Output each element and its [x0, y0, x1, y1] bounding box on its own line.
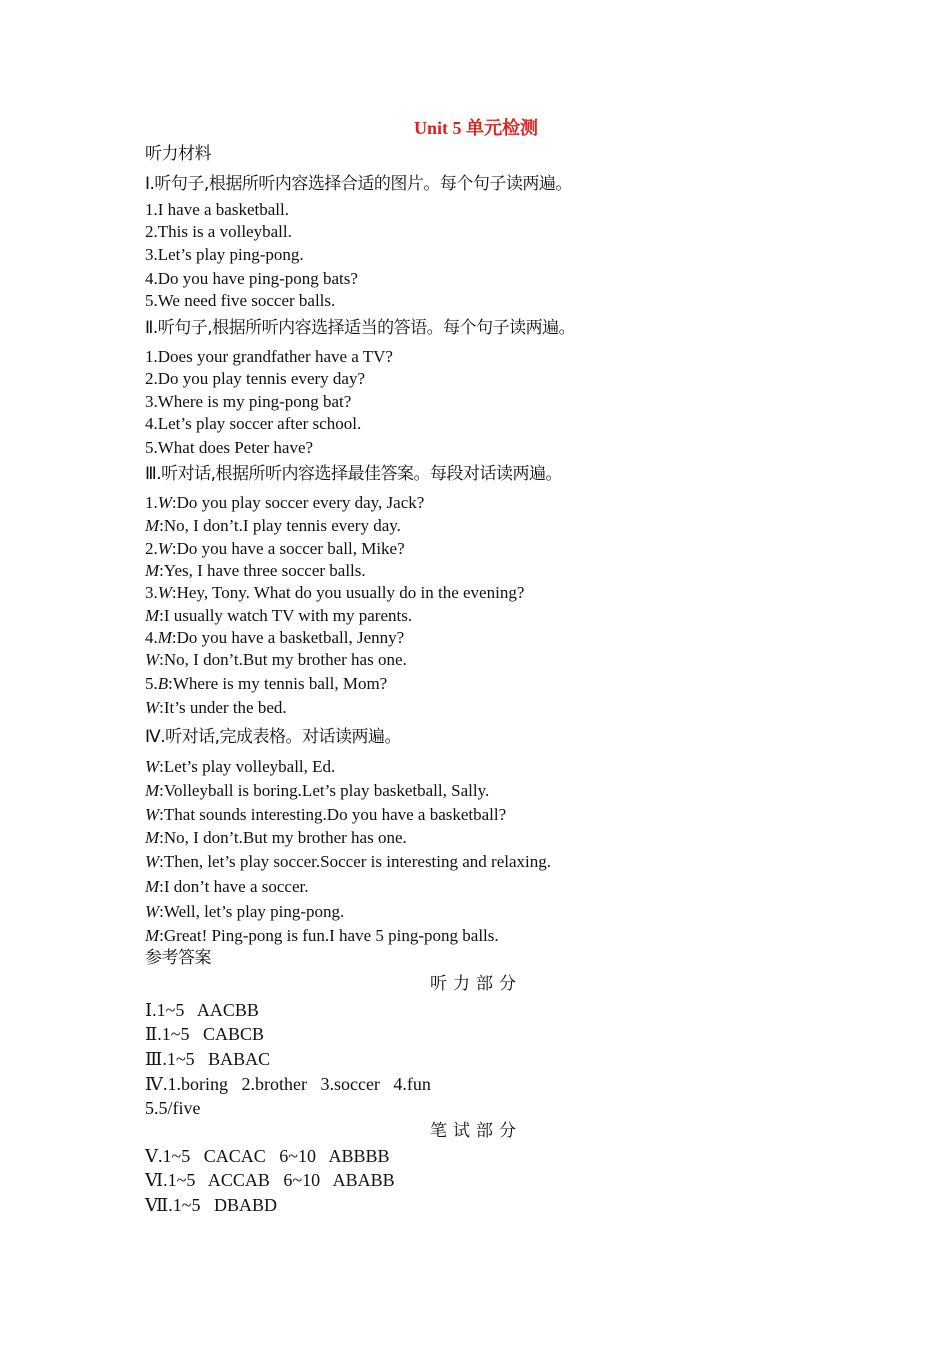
- dialogue-line: 5.B:Where is my tennis ball, Mom?: [145, 674, 388, 693]
- section-1-item: 5.We need five soccer balls.: [145, 291, 336, 310]
- dialogue-line: M:Great! Ping-pong is fun.I have 5 ping-pong balls.: [145, 926, 499, 945]
- dialogue-line: W:It’s under the bed.: [145, 698, 287, 717]
- dialogue-line: M:No, I don’t.But my brother has one.: [145, 828, 407, 847]
- section-2-item: 1.Does your grandfather have a TV?: [145, 347, 393, 366]
- dialogue-line: 4.M:Do you have a basketball, Jenny?: [145, 628, 405, 647]
- answer-line: Ⅰ.1~5 AACBB: [145, 1000, 259, 1020]
- dialogue-line: M:Yes, I have three soccer balls.: [145, 561, 366, 580]
- section-1-item: 1.I have a basketball.: [145, 200, 289, 219]
- dialogue-line: M:No, I don’t.I play tennis every day.: [145, 516, 401, 535]
- dialogue-line: M:I don’t have a soccer.: [145, 877, 309, 896]
- section-2-item: 4.Let’s play soccer after school.: [145, 414, 362, 433]
- section-1-item: 4.Do you have ping-pong bats?: [145, 269, 358, 288]
- section-1-item: 2.This is a volleyball.: [145, 222, 292, 241]
- section-1-heading: Ⅰ.听句子,根据所听内容选择合适的图片。每个句子读两遍。: [145, 174, 572, 194]
- dialogue-line: W:Then, let’s play soccer.Soccer is interesting and relaxing.: [145, 852, 551, 871]
- section-2-heading: Ⅱ.听句子,根据所听内容选择适当的答语。每个句子读两遍。: [145, 318, 576, 338]
- listening-part-heading: 听力部分: [430, 974, 522, 994]
- dialogue-line: 3.W:Hey, Tony. What do you usually do in the evening?: [145, 583, 525, 602]
- section-2-item: 2.Do you play tennis every day?: [145, 369, 365, 388]
- dialogue-line: W:No, I don’t.But my brother has one.: [145, 650, 407, 669]
- answer-line: Ⅳ.1.boring 2.brother 3.soccer 4.fun: [145, 1074, 431, 1094]
- dialogue-line: W:Well, let’s play ping-pong.: [145, 902, 345, 921]
- dialogue-line: M:Volleyball is boring.Let’s play basketball, Sally.: [145, 781, 490, 800]
- page-title: Unit 5 单元检测: [413, 118, 538, 138]
- answer-line: Ⅲ.1~5 BABAC: [145, 1049, 271, 1069]
- section-2-item: 5.What does Peter have?: [145, 438, 314, 457]
- written-part-heading: 笔试部分: [430, 1121, 522, 1141]
- dialogue-line: M:I usually watch TV with my parents.: [145, 606, 413, 625]
- section-4-heading: Ⅳ.听对话,完成表格。对话读两遍。: [145, 727, 401, 747]
- dialogue-line: 1.W:Do you play soccer every day, Jack?: [145, 493, 425, 512]
- answer-line: Ⅶ.1~5 DBABD: [145, 1195, 277, 1215]
- dialogue-line: W:That sounds interesting.Do you have a basketball?: [145, 805, 507, 824]
- section-3-heading: Ⅲ.听对话,根据所听内容选择最佳答案。每段对话读两遍。: [145, 464, 563, 484]
- listening-material-label: 听力材料: [145, 144, 211, 164]
- dialogue-line: 2.W:Do you have a soccer ball, Mike?: [145, 539, 405, 558]
- answers-label: 参考答案: [145, 948, 211, 968]
- answer-line: Ⅱ.1~5 CABCB: [145, 1024, 264, 1044]
- answer-line: 5.5/five: [145, 1098, 201, 1118]
- dialogue-line: W:Let’s play volleyball, Ed.: [145, 757, 336, 776]
- answer-line: Ⅴ.1~5 CACAC 6~10 ABBBB: [145, 1146, 390, 1166]
- answer-line: Ⅵ.1~5 ACCAB 6~10 ABABB: [145, 1170, 395, 1190]
- section-1-item: 3.Let’s play ping-pong.: [145, 245, 304, 264]
- section-2-item: 3.Where is my ping-pong bat?: [145, 392, 352, 411]
